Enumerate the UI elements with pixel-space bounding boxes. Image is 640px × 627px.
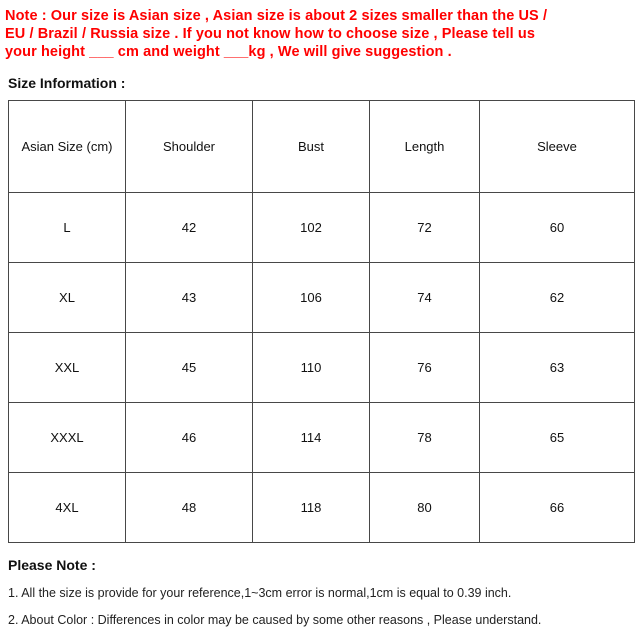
length-cell: 72 [370, 193, 480, 263]
size-label-cell: XXL [9, 333, 126, 403]
asian-size-warning-note [5, 7, 635, 61]
length-cell: 78 [370, 403, 480, 473]
shoulder-cell: 43 [126, 263, 253, 333]
bust-cell: 102 [253, 193, 370, 263]
header-cell-asian-size: Asian Size (cm) [9, 101, 126, 193]
bust-cell: 114 [253, 403, 370, 473]
note-line-2: EU / Brazil / Russia size . If you not know how to choose size , Please tell us [5, 26, 536, 42]
table-row-4xl [9, 473, 635, 543]
header-cell-length: Length [370, 101, 480, 193]
size-table [8, 100, 635, 543]
bust-cell: 106 [253, 263, 370, 333]
shoulder-cell: 48 [126, 473, 253, 543]
sleeve-cell: 66 [480, 473, 635, 543]
sleeve-cell: 62 [480, 263, 635, 333]
bust-cell: 110 [253, 333, 370, 403]
table-row-xxl [9, 333, 635, 403]
size-label-cell: XL [9, 263, 126, 333]
shoulder-cell: 42 [126, 193, 253, 263]
size-information-heading: Size Information : [8, 75, 126, 91]
please-note-heading: Please Note : [8, 557, 96, 573]
note-line-3: your height ___ cm and weight ___kg , We will give suggestion . [5, 44, 452, 60]
size-label-cell: L [9, 193, 126, 263]
header-cell-shoulder: Shoulder [126, 101, 253, 193]
please-note-item-2: 2. About Color : Differences in color may be caused by some other reasons , Please understand. [8, 613, 542, 627]
length-cell: 74 [370, 263, 480, 333]
table-row-xl [9, 263, 635, 333]
header-cell-sleeve: Sleeve [480, 101, 635, 193]
table-row-xxxl [9, 403, 635, 473]
size-label-cell: 4XL [9, 473, 126, 543]
sleeve-cell: 60 [480, 193, 635, 263]
note-line-1: Note : Our size is Asian size , Asian size is about 2 sizes smaller than the US / [5, 8, 548, 24]
size-table-header-row [9, 101, 635, 193]
sleeve-cell: 65 [480, 403, 635, 473]
header-cell-bust: Bust [253, 101, 370, 193]
size-label-cell: XXXL [9, 403, 126, 473]
shoulder-cell: 46 [126, 403, 253, 473]
length-cell: 76 [370, 333, 480, 403]
length-cell: 80 [370, 473, 480, 543]
sleeve-cell: 63 [480, 333, 635, 403]
please-note-item-1: 1. All the size is provide for your reference,1~3cm error is normal,1cm is equal to 0.39 inch. [8, 586, 512, 600]
table-row-l [9, 193, 635, 263]
bust-cell: 118 [253, 473, 370, 543]
shoulder-cell: 45 [126, 333, 253, 403]
